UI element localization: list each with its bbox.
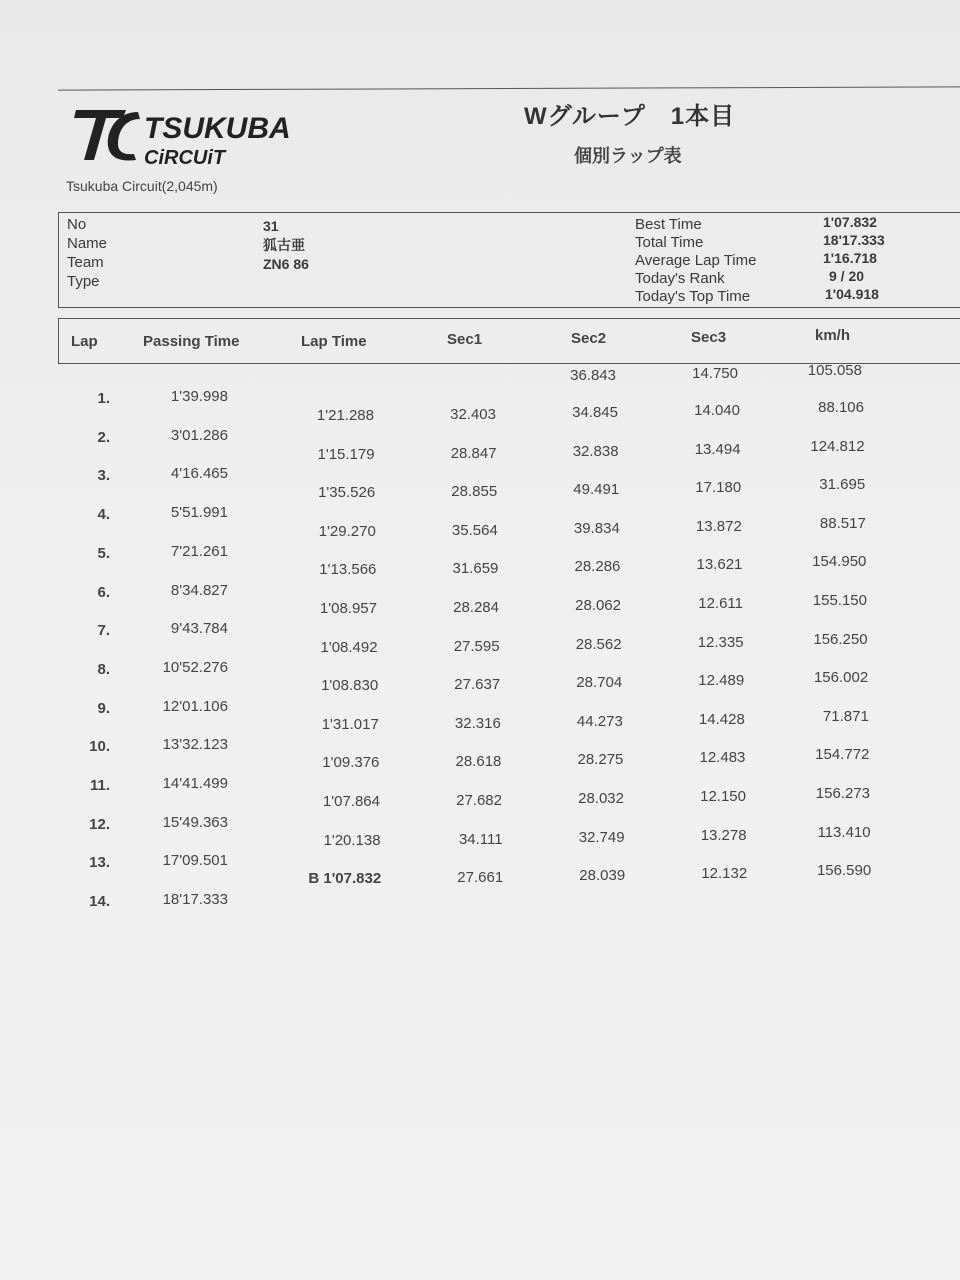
label-todays-top-time: Today's Top Time: [635, 288, 751, 305]
sec2-time: 32.838: [572, 442, 619, 460]
passing-time: 15'49.363: [162, 813, 228, 831]
label-name: Name: [67, 235, 108, 252]
label-average-lap-time: Average Lap Time: [635, 252, 757, 269]
speed-kmh: 88.517: [819, 514, 866, 532]
label-todays-rank: Today's Rank: [635, 270, 725, 287]
label-best-time: Best Time: [635, 216, 702, 233]
table-header: [58, 318, 960, 364]
speed-kmh: 71.871: [822, 707, 869, 725]
label-type: Type: [67, 273, 100, 290]
sec1-time: 32.403: [450, 406, 496, 423]
sec3-time: 12.611: [698, 595, 743, 612]
value-todays-top-time: 1'04.918: [825, 286, 879, 302]
lap-time: 1'31.017: [321, 715, 379, 733]
passing-time: 18'17.333: [162, 891, 228, 909]
passing-time: 5'51.991: [170, 504, 228, 522]
lap-number: 6.: [97, 583, 110, 601]
out-lap-sec2: 36.843: [570, 367, 616, 384]
value-team: ZN6 86: [263, 256, 309, 272]
col-kmh: km/h: [815, 327, 851, 344]
value-no: 31: [263, 218, 279, 234]
lap-time: 1'08.957: [319, 600, 377, 617]
value-total-time: 18'17.333: [823, 232, 885, 248]
lap-number: 7.: [97, 622, 110, 640]
lap-time: 1'13.566: [319, 561, 377, 579]
col-sec2: Sec2: [571, 330, 607, 347]
passing-time: 4'16.465: [170, 465, 228, 483]
sec1-time: 27.595: [453, 637, 500, 655]
col-lap-time: Lap Time: [301, 333, 367, 350]
sec2-time: 32.749: [578, 828, 625, 846]
page-subtitle: 個別ラップ表: [574, 146, 682, 166]
col-lap: Lap: [71, 333, 98, 350]
speed-kmh: 155.150: [812, 592, 867, 609]
lap-number: 8.: [97, 660, 110, 678]
sec2-time: 28.032: [578, 790, 624, 807]
sec3-time: 14.040: [694, 402, 740, 419]
passing-time: 1'39.998: [170, 388, 228, 405]
tc-logo-mark: [66, 102, 336, 168]
sec2-time: 49.491: [573, 481, 620, 499]
lap-time: 1'09.376: [322, 754, 380, 772]
circuit-info: Tsukuba Circuit(2,045m): [66, 178, 218, 194]
lap-number: 4.: [97, 506, 110, 524]
passing-time: 13'32.123: [162, 736, 228, 754]
value-name: 狐古亜: [263, 237, 305, 253]
passing-time: 12'01.106: [162, 697, 228, 715]
label-total-time: Total Time: [635, 234, 704, 251]
sec2-time: 39.834: [573, 519, 620, 537]
sec2-time: 28.562: [575, 635, 622, 653]
lap-time: B 1'07.832: [308, 870, 382, 888]
speed-kmh: 88.106: [818, 399, 864, 416]
col-passing-time: Passing Time: [143, 333, 240, 350]
speed-kmh: 31.695: [819, 476, 866, 494]
col-sec1: Sec1: [447, 331, 483, 348]
sec1-time: 28.847: [450, 444, 497, 462]
sec3-time: 17.180: [695, 479, 742, 497]
sec3-time: 12.489: [698, 672, 745, 690]
speed-kmh: 156.250: [813, 630, 868, 648]
passing-time: 7'21.261: [170, 542, 228, 560]
lap-time: 1'20.138: [323, 831, 381, 849]
lap-number: 1.: [97, 390, 110, 407]
lap-number: 14.: [89, 893, 110, 911]
speed-kmh: 154.950: [812, 553, 867, 571]
sec1-time: 34.111: [458, 830, 503, 848]
sec3-time: 12.335: [697, 633, 744, 651]
value-average-lap-time: 1'16.718: [823, 250, 877, 266]
lap-number: 2.: [97, 428, 110, 446]
sec2-time: 34.845: [572, 404, 618, 421]
logo-text-tsukuba: TSUKUBA: [144, 112, 291, 145]
sec3-time: 13.494: [694, 440, 741, 458]
sec3-time: 13.278: [700, 826, 747, 844]
lap-time: 1'35.526: [318, 484, 376, 502]
passing-time: 3'01.286: [170, 426, 228, 444]
lap-number: 10.: [89, 738, 110, 756]
sec1-time: 28.284: [453, 599, 499, 616]
lap-number: 3.: [97, 467, 110, 485]
logo-text-circuit: CiRCUiT: [144, 147, 226, 168]
label-no: No: [67, 216, 87, 233]
passing-time: 9'43.784: [170, 620, 228, 638]
passing-time: 14'41.499: [162, 775, 228, 792]
sec2-time: 28.286: [574, 558, 621, 576]
driver-info-box: [58, 212, 960, 308]
sec3-time: 13.872: [695, 517, 742, 535]
speed-kmh: 124.812: [810, 437, 865, 455]
sec3-time: 12.150: [700, 788, 746, 805]
sec2-time: 28.062: [575, 597, 621, 614]
lap-time: 1'08.830: [321, 677, 379, 695]
passing-time: 10'52.276: [162, 658, 228, 676]
lap-time: 1'07.864: [322, 793, 380, 810]
speed-kmh: 156.002: [813, 669, 869, 687]
sec2-time: 28.039: [579, 867, 626, 885]
sec2-time: 44.273: [576, 712, 623, 730]
lap-time: 1'29.270: [318, 522, 376, 540]
lap-number: 11.: [89, 777, 110, 794]
sec1-time: 32.316: [454, 714, 501, 732]
lap-time: 1'15.179: [317, 445, 375, 463]
lap-time: 1'08.492: [320, 638, 378, 656]
sec1-time: 28.855: [451, 483, 498, 501]
sec3-time: 12.132: [701, 865, 748, 883]
sec1-time: 27.637: [454, 676, 501, 694]
lap-time: 1'21.288: [316, 407, 374, 424]
value-best-time: 1'07.832: [823, 214, 877, 230]
label-team: Team: [67, 254, 104, 271]
col-sec3: Sec3: [691, 329, 727, 346]
lap-number: 13.: [89, 854, 110, 872]
speed-kmh: 154.772: [815, 746, 870, 764]
sec3-time: 12.483: [699, 749, 746, 767]
out-lap-sec3: 14.750: [692, 365, 738, 382]
page-title: Wグループ 1本目: [524, 103, 736, 130]
sec1-time: 35.564: [451, 521, 498, 539]
sec1-time: 31.659: [452, 560, 499, 578]
lap-number: 5.: [97, 544, 110, 562]
out-lap-kmh: 105.058: [807, 362, 862, 379]
sec3-time: 13.621: [696, 556, 743, 574]
sec1-time: 27.682: [456, 792, 502, 809]
speed-kmh: 156.273: [815, 785, 870, 802]
sec1-time: 27.661: [457, 869, 504, 887]
sec2-time: 28.275: [577, 751, 624, 769]
value-todays-rank: 9 / 20: [829, 268, 865, 284]
passing-time: 17'09.501: [162, 852, 228, 870]
lap-number: 12.: [89, 815, 110, 833]
passing-time: 8'34.827: [170, 581, 228, 599]
lap-number: 9.: [97, 699, 110, 717]
sec2-time: 28.704: [576, 674, 623, 692]
speed-kmh: 156.590: [816, 862, 872, 880]
speed-kmh: 113.410: [817, 823, 871, 841]
sec3-time: 14.428: [698, 710, 745, 728]
top-rule: [58, 86, 960, 90]
sec1-time: 28.618: [455, 753, 502, 771]
tsukuba-circuit-logo: [66, 102, 336, 168]
